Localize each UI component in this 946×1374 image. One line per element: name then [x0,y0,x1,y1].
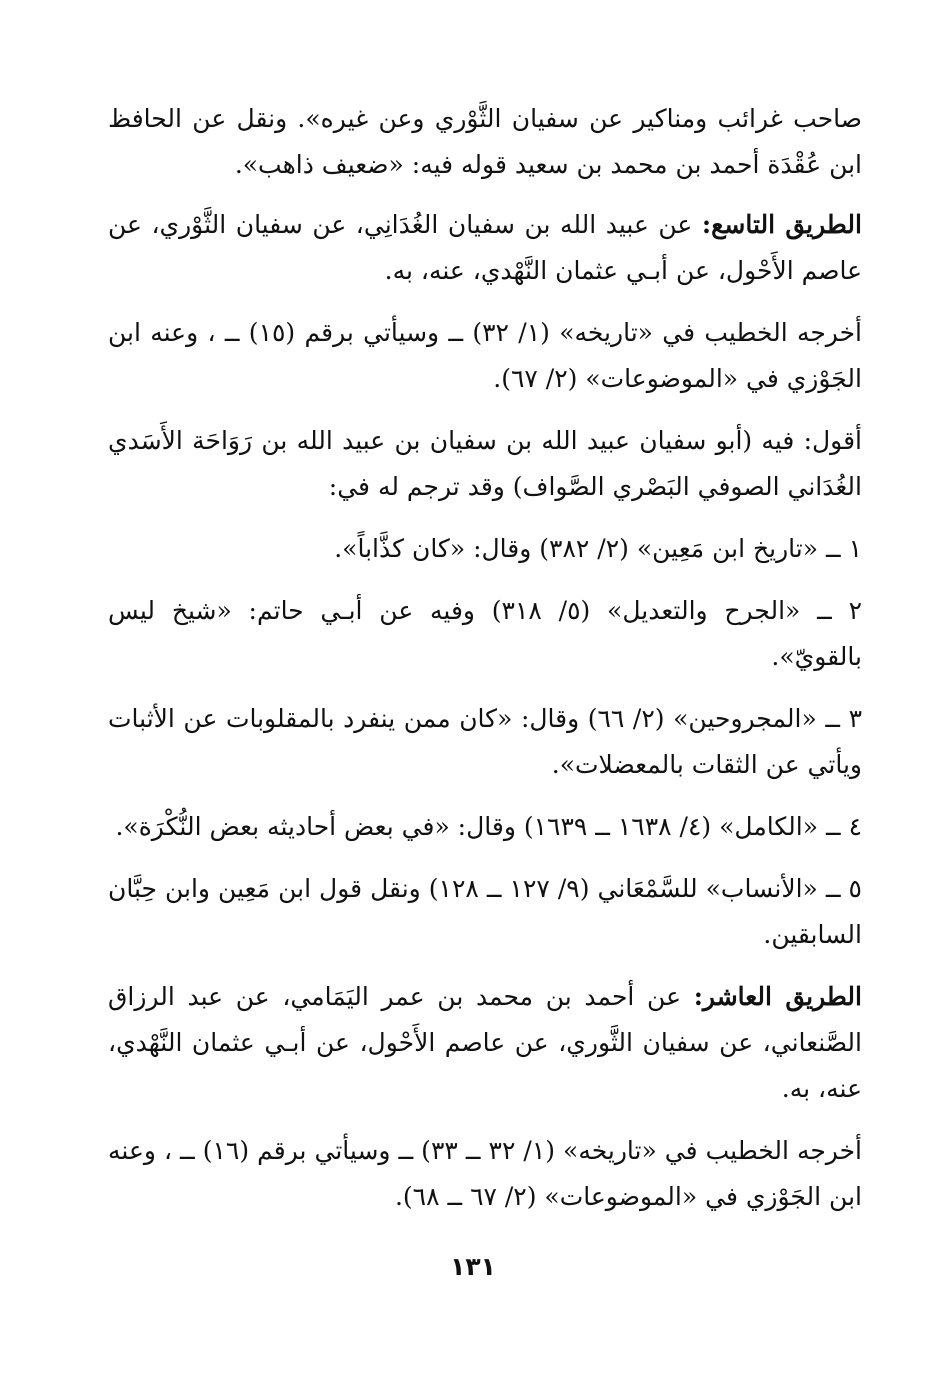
paragraph-1: صاحب غرائب ومناكير عن سفيان الثَّوْري وعن غيره». ونقل عن الحافظ ابن عُقْدَة أحمد بن محمد بن سعيد قوله فيه: «ضعيف ذاهب». [108,104,862,179]
list-item-3: ٣ ــ «المجروحين» (٢/ ٦٦) وقال: «كان ممن ينفرد بالمقلوبات عن الأثبات ويأتي عن الثقات بالمعضلات». [108,704,862,779]
list-item-5: ٥ ــ «الأنساب» للسَّمْعَاني (٩/ ١٢٧ ــ ١٢٨) ونقل قول ابن مَعِين وابن حِبَّان السابقين. [108,874,862,949]
paragraph-path-10: الطريق العاشر: عن أحمد بن محمد بن عمر اليَمَامي، عن عبد الرزاق الصَّنعاني، عن سفيان الثَّوري، عن عاصم الأَحْول، عن أبـي عثمان النَّهْدي، عنه، به. [108,982,862,1103]
page-number: ١٣١ [450,1252,496,1281]
paragraph-comment: أقول: فيه (أبو سفيان عبيد الله بن سفيان بن عبيد الله بن رَوَاحَة الأَسَدي الغُدَاني الصوفي البَصْري الصَّواف) وقد ترجم له في: [108,426,862,501]
paragraph-takhrij-9: أخرجه الخطيب في «تاريخه» (١/ ٣٢) ــ وسيأتي برقم (١٥) ــ ، وعنه ابن الجَوْزي في «الموضوعات» (٢/ ٦٧). [108,318,863,393]
paragraph-path-9: الطريق التاسع: عن عبيد الله بن سفيان الغُدَانِي، عن سفيان الثَّوْري، عن عاصم الأَحْول، عن أبـي عثمان النَّهْدي، عنه، به. [108,210,862,285]
path-heading-10: الطريق العاشر: [693,982,862,1011]
list-item-2: ٢ ــ «الجرح والتعديل» (٥/ ٣١٨) وفيه عن أبـي حاتم: «شيخ ليس بالقويّ». [108,596,862,671]
body-text [108,96,862,1236]
list-item-1: ١ ــ «تاريخ ابن مَعِين» (٢/ ٣٨٢) وقال: «كان كذَّاباً». [334,534,862,563]
paragraph-takhrij-10: أخرجه الخطيب في «تاريخه» (١/ ٣٢ ــ ٣٣) ــ وسيأتي برقم (١٦) ــ ، وعنه ابن الجَوْزي في «الموضوعات» (٢/ ٦٧ ــ ٦٨). [108,1136,863,1211]
list-item-4: ٤ ــ «الكامل» (٤/ ١٦٣٨ ــ ١٦٣٩) وقال: «في بعض أحاديثه بعض النُّكْرَة». [115,812,862,841]
path-heading-9: الطريق التاسع: [701,210,862,239]
